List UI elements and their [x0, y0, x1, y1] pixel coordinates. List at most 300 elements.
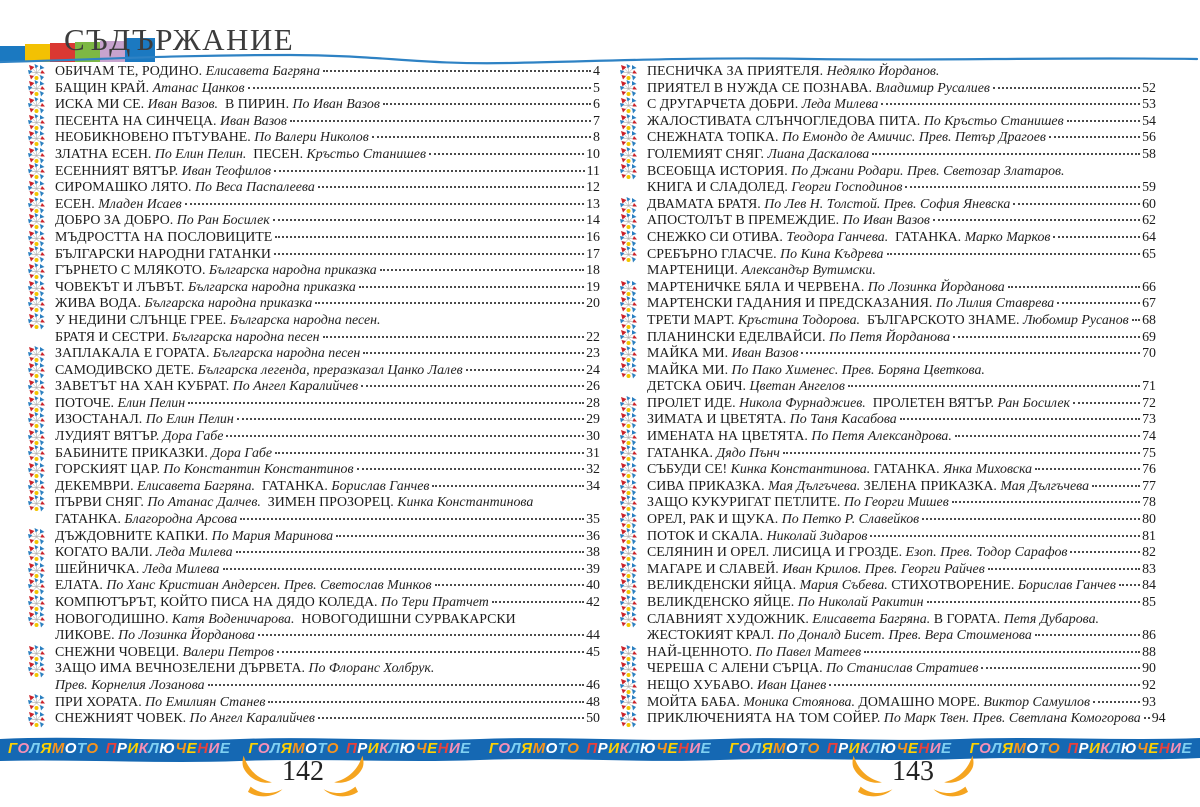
entry-title: БРАТЯ И СЕСТРИ. — [55, 329, 169, 345]
dot-leader — [188, 402, 584, 404]
burst-icon — [28, 379, 55, 396]
entry-title: ГАТАНКА. — [888, 229, 962, 245]
entry-author: Николай Зидаров — [763, 528, 868, 544]
burst-icon — [620, 97, 647, 114]
toc-entry — [620, 180, 1156, 197]
entry-author: По Марк Твен. Прев. Светлана Комогорова — [880, 711, 1141, 727]
toc-entry — [620, 711, 1166, 728]
burst-icon — [620, 429, 647, 446]
entry-page-number: 77 — [1142, 478, 1156, 494]
entry-page-number: 56 — [1142, 130, 1156, 146]
dot-leader — [315, 302, 584, 304]
burst-icon — [620, 346, 647, 363]
toc-entry — [28, 197, 600, 214]
entry-title: МАРТЕНИЦИ. — [647, 263, 738, 279]
dot-leader — [248, 87, 592, 89]
entry-author: Никола Фурнаджиев. — [735, 395, 866, 411]
entry-title: МАГАРЕ И СЛАВЕЙ. — [647, 561, 779, 577]
dot-leader — [185, 203, 584, 205]
entry-title: ГОРСКИЯТ ЦАР. — [55, 462, 160, 478]
entry-author: Езоп. Прев. Тодор Сарафов — [902, 545, 1068, 561]
toc-entry — [28, 612, 600, 629]
dot-leader — [1035, 634, 1140, 636]
dot-leader — [357, 468, 585, 470]
entry-author: Елисавета Багряна. — [133, 478, 255, 494]
toc-entry — [28, 578, 600, 595]
toc-entry — [28, 280, 600, 297]
burst-icon — [620, 362, 647, 379]
entry-author: Кинка Константинова — [393, 495, 534, 511]
entry-title: СНЕЖНАТА ТОПКА. — [647, 130, 779, 146]
burst-icon — [620, 329, 647, 346]
entry-author: Валери Петров — [179, 644, 274, 660]
entry-title: ГАТАНКА. — [255, 478, 328, 494]
burst-icon — [28, 545, 55, 562]
dot-leader — [1057, 302, 1140, 304]
entry-page-number: 82 — [1142, 545, 1156, 561]
burst-icon — [28, 147, 55, 164]
entry-page-number: 93 — [1142, 694, 1156, 710]
toc-entry — [620, 479, 1156, 496]
toc-entry — [28, 81, 600, 98]
entry-page-number: 45 — [586, 644, 600, 660]
burst-icon — [620, 462, 647, 479]
entry-author: Петя Дубарова. — [1000, 611, 1100, 627]
entry-title: КОМПЮТЪРЪТ, КОЙТО ПИСА НА ДЯДО КОЛЕДА. — [55, 595, 378, 610]
entry-page-number: 23 — [586, 346, 600, 362]
burst-icon — [28, 562, 55, 579]
toc-entry — [620, 645, 1156, 662]
entry-title: БЪЛГАРСКИ НАРОДНИ ГАТАНКИ — [55, 246, 271, 262]
entry-author: Борислав Ганчев — [327, 478, 430, 494]
toc-entry — [28, 562, 600, 579]
entry-page-number: 74 — [1142, 429, 1156, 445]
entry-author: Младен Исаев — [94, 196, 182, 212]
dot-leader — [236, 551, 585, 553]
entry-author: Елисавета Багряна. — [808, 611, 931, 627]
dot-leader — [870, 535, 1140, 537]
toc-entry — [28, 296, 600, 313]
entry-page-number: 81 — [1142, 528, 1156, 544]
entry-author: По Валери Николов — [250, 130, 369, 146]
toc-entry — [28, 678, 600, 695]
icon-spacer — [28, 329, 55, 346]
entry-title: СРЕБЪРНО ГЛАСЧЕ. — [647, 246, 777, 262]
entry-title: ЗИМЕН ПРОЗОРЕЦ. — [260, 495, 394, 511]
toc-entry — [620, 346, 1156, 363]
entry-author: По Георги Мишев — [840, 495, 949, 511]
toc-entry — [620, 197, 1156, 214]
entry-author: Иван Теофилов — [178, 163, 272, 179]
toc-entry — [28, 164, 600, 181]
entry-title: МОЙТА БАБА. — [647, 694, 740, 710]
dot-leader — [273, 219, 584, 221]
entry-author: По Пако Хименес. Прев. Боряна Цветкова. — [728, 362, 985, 378]
footer-banner — [0, 731, 1200, 765]
toc-entry — [28, 512, 600, 529]
entry-author: По Мария Маринова — [208, 528, 334, 544]
dot-leader — [318, 717, 584, 719]
icon-spacer — [620, 263, 647, 280]
entry-author: Българска народна приказка — [184, 279, 356, 295]
entry-author: Мария Събева. — [796, 578, 888, 594]
toc-entry — [620, 114, 1156, 131]
entry-author: По Константин Константинов — [159, 462, 354, 478]
entry-author: Българска народна песен. — [226, 312, 381, 328]
burst-icon — [28, 114, 55, 131]
burst-icon — [620, 213, 647, 230]
entry-page-number: 8 — [593, 130, 600, 146]
laurel-ornament-icon — [850, 754, 896, 798]
toc-entry — [620, 612, 1156, 629]
dot-leader — [1073, 402, 1140, 404]
entry-title: САМОДИВСКО ДЕТЕ. — [55, 362, 195, 378]
entry-page-number: 11 — [586, 163, 600, 179]
entry-author: По Емондо де Амичис. Прев. Петър Драгоев — [778, 130, 1046, 146]
toc-entry — [620, 130, 1156, 147]
dot-leader — [223, 568, 585, 570]
entry-author: По Лозинка Йорданова — [114, 628, 255, 644]
toc-entry — [28, 346, 600, 363]
burst-icon — [620, 64, 647, 81]
entry-page-number: 62 — [1142, 213, 1156, 229]
entry-title: ЖАЛОСТИВАТА СЛЪНЧОГЛЕДОВА ПИТА. — [647, 113, 921, 129]
burst-icon — [620, 396, 647, 413]
page-title: СЪДЪРЖАНИЕ — [64, 22, 295, 57]
toc-entry — [28, 213, 600, 230]
entry-author: Българска народна приказка — [140, 296, 313, 312]
dot-leader — [383, 103, 591, 105]
entry-title: МАРТЕНИЧКЕ БЯЛА И ЧЕРВЕНА. — [647, 279, 865, 295]
laurel-ornament-icon — [320, 754, 366, 798]
entry-title: ГЪРНЕТО С МЛЯКОТО. — [55, 263, 206, 279]
toc-entry — [28, 545, 600, 562]
entry-title: ИЗОСТАНАЛ. — [55, 412, 143, 428]
entry-title: ДЕКЕМВРИ. — [55, 478, 134, 494]
burst-icon — [620, 528, 647, 545]
entry-page-number: 16 — [586, 229, 600, 245]
burst-icon — [28, 528, 55, 545]
entry-title: НАЙ-ЦЕННОТО. — [647, 644, 753, 660]
entry-author: По Ханс Кристиан Андерсен. Прев. Светослав Минков — [102, 578, 432, 594]
entry-page-number: 94 — [1151, 711, 1166, 727]
entry-author: Мая Дългъчева — [996, 478, 1090, 494]
entry-title: ДОМАШНО МОРЕ. — [854, 694, 980, 710]
entry-page-number: 60 — [1142, 196, 1156, 212]
page-number: 142 — [282, 756, 324, 787]
entry-title: ВЕЛИКДЕНСКО ЯЙЦЕ. — [647, 595, 795, 610]
burst-icon — [620, 197, 647, 214]
burst-icon — [28, 429, 55, 446]
entry-author: Любомир Русанов — [1019, 312, 1129, 328]
toc-entry — [620, 695, 1156, 712]
entry-author: Моника Стоянова. — [739, 694, 855, 710]
dot-leader — [363, 352, 584, 354]
entry-title: ПЛАНИНСКИ ЕДЕЛВАЙСИ. — [647, 329, 826, 345]
entry-page-number: 26 — [586, 379, 600, 395]
toc-entry — [28, 147, 600, 164]
burst-icon — [28, 711, 55, 728]
toc-entry — [28, 429, 600, 446]
entry-title: СНЕЖКО СИ ОТИВА. — [647, 229, 783, 245]
toc-entry — [28, 363, 600, 380]
dot-leader — [290, 120, 591, 122]
banner-word: ГОЛЯМОТО ПРИКЛЮЧЕНИЕ — [248, 739, 471, 757]
entry-title: ЕСЕННИЯТ ВЯТЪР. — [55, 163, 179, 179]
burst-icon — [28, 595, 55, 612]
entry-author: Янка Миховска — [939, 462, 1033, 478]
dot-leader — [429, 153, 584, 155]
entry-title: С ДРУГАРЧЕТА ДОБРИ. — [647, 97, 799, 113]
entry-author: Лиана Даскалова — [764, 146, 870, 162]
entry-author: Мая Дългъчева. — [764, 478, 861, 494]
entry-page-number: 18 — [586, 263, 600, 279]
toc-entry — [620, 396, 1156, 413]
toc-entry — [28, 379, 600, 396]
entry-author: По Кина Къдрева — [776, 246, 884, 262]
dot-leader — [872, 153, 1140, 155]
dot-leader — [1092, 485, 1140, 487]
entry-author: По Флоранс Холбрук. — [305, 661, 435, 677]
burst-icon — [28, 246, 55, 263]
entry-author: По Павел Матеев — [752, 644, 862, 660]
dot-leader — [274, 170, 585, 172]
entry-title: ОРЕЛ, РАК И ЩУКА. — [647, 512, 779, 528]
dot-leader — [801, 352, 1140, 354]
toc-entry — [28, 313, 600, 330]
toc-entry — [28, 645, 600, 662]
entry-author: Цветан Ангелов — [746, 379, 845, 395]
burst-icon — [620, 479, 647, 496]
entry-title: ТРЕТИ МАРТ. — [647, 312, 735, 328]
toc-entry — [28, 479, 600, 496]
entry-title: ЗЕЛЕНА ПРИКАЗКА. — [860, 478, 997, 494]
entry-author: Българска народна приказка — [205, 263, 377, 279]
entry-page-number: 24 — [586, 362, 600, 378]
toc-entry — [28, 628, 600, 645]
entry-title: ПЕСНИЧКА ЗА ПРИЯТЕЛЯ. — [647, 64, 824, 79]
entry-page-number: 4 — [593, 64, 600, 79]
toc-entry — [28, 595, 600, 612]
entry-page-number: 22 — [586, 329, 600, 345]
entry-title: ГАТАНКА. — [55, 512, 121, 528]
entry-page-number: 71 — [1142, 379, 1156, 395]
entry-author: По Атанас Далчев. — [143, 495, 261, 511]
banner-text — [0, 737, 1200, 759]
entry-author: Дора Габе — [159, 429, 224, 445]
dot-leader — [237, 418, 584, 420]
dot-leader — [953, 336, 1140, 338]
entry-page-number: 36 — [586, 528, 600, 544]
page-number-left-group — [240, 754, 366, 798]
entry-author: Александър Вутимски. — [737, 263, 876, 279]
entry-page-number: 46 — [586, 677, 600, 693]
entry-title: ПРОЛЕТ ИДЕ. — [647, 395, 736, 411]
entry-title: МЪДРОСТТА НА ПОСЛОВИЦИТЕ — [55, 229, 273, 245]
entry-title: ЗАВЕТЪТ НА ХАН КУБРАТ. — [55, 379, 230, 395]
toc-entry — [28, 495, 600, 512]
entry-page-number: 54 — [1142, 113, 1156, 129]
entry-author: Леда Милева — [798, 97, 879, 113]
burst-icon — [28, 396, 55, 413]
toc-entry — [620, 363, 1156, 380]
dot-leader — [274, 253, 584, 255]
dot-leader — [1049, 136, 1140, 138]
toc-entry — [28, 412, 600, 429]
burst-icon — [620, 661, 647, 678]
dot-leader — [1093, 701, 1140, 703]
dot-leader — [922, 518, 1140, 520]
entry-title: ЕСЕН. — [55, 196, 95, 212]
entry-author: По Ран Босилек — [173, 213, 270, 229]
toc-entry — [620, 164, 1156, 181]
entry-page-number: 72 — [1142, 395, 1156, 411]
dot-leader — [226, 435, 584, 437]
entry-page-number: 75 — [1142, 445, 1156, 461]
burst-icon — [28, 694, 55, 711]
entry-title: СИРОМАШКО ЛЯТО. — [55, 180, 192, 196]
entry-page-number: 7 — [593, 113, 600, 129]
entry-title: ДОБРО ЗА ДОБРО. — [55, 213, 174, 229]
entry-author: По Николай Ракитин — [794, 595, 924, 610]
toc-entry — [620, 313, 1156, 330]
dot-leader — [993, 87, 1140, 89]
burst-icon — [620, 694, 647, 711]
entry-title: ГОЛЕМИЯТ СНЯГ. — [647, 146, 765, 162]
entry-page-number: 39 — [586, 561, 600, 577]
entry-author: По Иван Вазов — [839, 213, 930, 229]
entry-author: По Елин Пелин. — [151, 146, 247, 162]
entry-page-number: 40 — [586, 578, 600, 594]
entry-title: ОБИЧАМ ТЕ, РОДИНО. — [55, 64, 203, 79]
dot-leader — [323, 336, 585, 338]
toc-entry — [620, 412, 1156, 429]
entry-page-number: 69 — [1142, 329, 1156, 345]
toc-entry — [620, 64, 1156, 81]
entry-page-number: 78 — [1142, 495, 1156, 511]
burst-icon — [620, 445, 647, 462]
dot-leader — [955, 435, 1140, 437]
entry-page-number: 20 — [586, 296, 600, 312]
entry-page-number: 68 — [1142, 312, 1156, 328]
entry-title: АПОСТОЛЪТ В ПРЕМЕЖДИЕ. — [647, 213, 840, 229]
toc-entry — [620, 247, 1156, 264]
burst-icon — [620, 711, 647, 728]
dot-leader — [905, 186, 1140, 188]
burst-icon — [620, 595, 647, 612]
entry-title: ПОТОК И СКАЛА. — [647, 528, 764, 544]
entry-title: ГАТАНКА. — [870, 462, 940, 478]
entry-page-number: 32 — [586, 462, 600, 478]
icon-spacer — [620, 180, 647, 197]
entry-title: ПРОЛЕТЕН ВЯТЪР. — [865, 395, 994, 411]
toc-entry — [620, 661, 1156, 678]
entry-page-number: 34 — [586, 478, 600, 494]
entry-title: СТИХОТВОРЕНИЕ. — [887, 578, 1015, 594]
toc-entry — [28, 64, 600, 81]
entry-title: СИВА ПРИКАЗКА. — [647, 478, 765, 494]
toc-entry — [28, 695, 600, 712]
entry-author: По Джани Родари. Прев. Светозар Златаров. — [787, 163, 1065, 179]
entry-page-number: 30 — [586, 429, 600, 445]
entry-author: Катя Воденичарова. — [168, 611, 295, 627]
entry-title: ЕЛАТА. — [55, 578, 103, 594]
entry-page-number: 84 — [1142, 578, 1156, 594]
toc-entry — [620, 263, 1156, 280]
entry-title: СЪБУДИ СЕ! — [647, 462, 728, 478]
entry-page-number: 28 — [586, 395, 600, 411]
entry-page-number: 80 — [1142, 512, 1156, 528]
burst-icon — [28, 80, 55, 97]
burst-icon — [620, 246, 647, 263]
entry-author: Дора Габе — [207, 445, 273, 461]
entry-author: Кинка Константинова. — [727, 462, 871, 478]
burst-icon — [620, 512, 647, 529]
dot-leader — [359, 286, 584, 288]
burst-icon — [620, 147, 647, 164]
entry-page-number: 90 — [1142, 661, 1156, 677]
entry-page-number: 48 — [586, 694, 600, 710]
dot-leader — [1119, 584, 1140, 586]
entry-title: В ПИРИН. — [218, 97, 290, 113]
burst-icon — [28, 479, 55, 496]
entry-page-number: 88 — [1142, 644, 1156, 660]
entry-title: ШЕЙНИЧКА. — [55, 561, 140, 577]
burst-icon — [28, 645, 55, 662]
entry-author: Владимир Русалиев — [871, 80, 990, 96]
dot-leader — [240, 518, 584, 520]
entry-author: По Петко Р. Славейков — [778, 512, 920, 528]
burst-icon — [620, 578, 647, 595]
entry-author: Дядо Пънч — [712, 445, 780, 461]
dot-leader — [988, 568, 1140, 570]
burst-icon — [28, 495, 55, 512]
burst-icon — [28, 412, 55, 429]
entry-page-number: 66 — [1142, 279, 1156, 295]
burst-icon — [28, 197, 55, 214]
banner-word: ГОЛЯМОТО ПРИКЛЮЧЕНИЕ — [488, 739, 712, 757]
entry-author: Иван Вазов — [728, 346, 799, 362]
entry-title: НОВОГОДИШНИ СУРВАКАРСКИ — [294, 611, 516, 627]
dot-leader — [492, 601, 584, 603]
toc-entry — [28, 446, 600, 463]
toc-entry — [620, 545, 1156, 562]
entry-page-number: 59 — [1142, 180, 1156, 196]
toc-entry — [28, 396, 600, 413]
banner-word: ГОЛЯМОТО ПРИКЛЮЧЕНИЕ — [729, 739, 952, 757]
dot-leader — [981, 667, 1140, 669]
burst-icon — [28, 97, 55, 114]
entry-page-number: 64 — [1142, 229, 1156, 245]
entry-title: ЖЕСТОКИЯТ КРАЛ. — [647, 628, 775, 644]
entry-page-number: 52 — [1142, 80, 1156, 96]
entry-author: Иван Вазов. — [144, 97, 219, 113]
dot-leader — [361, 385, 584, 387]
entry-author: Виктор Самуилов — [979, 694, 1091, 710]
entry-page-number: 6 — [593, 97, 600, 113]
toc-entry — [620, 429, 1156, 446]
dot-leader — [1008, 286, 1140, 288]
entry-page-number: 13 — [586, 196, 600, 212]
dot-leader — [900, 418, 1140, 420]
burst-icon — [620, 280, 647, 297]
toc-entry — [620, 529, 1156, 546]
toc-entry — [620, 81, 1156, 98]
dot-leader — [275, 452, 584, 454]
entry-title: ДЪЖДОВНИТЕ КАПКИ. — [55, 528, 209, 544]
burst-icon — [28, 346, 55, 363]
burst-icon — [620, 545, 647, 562]
